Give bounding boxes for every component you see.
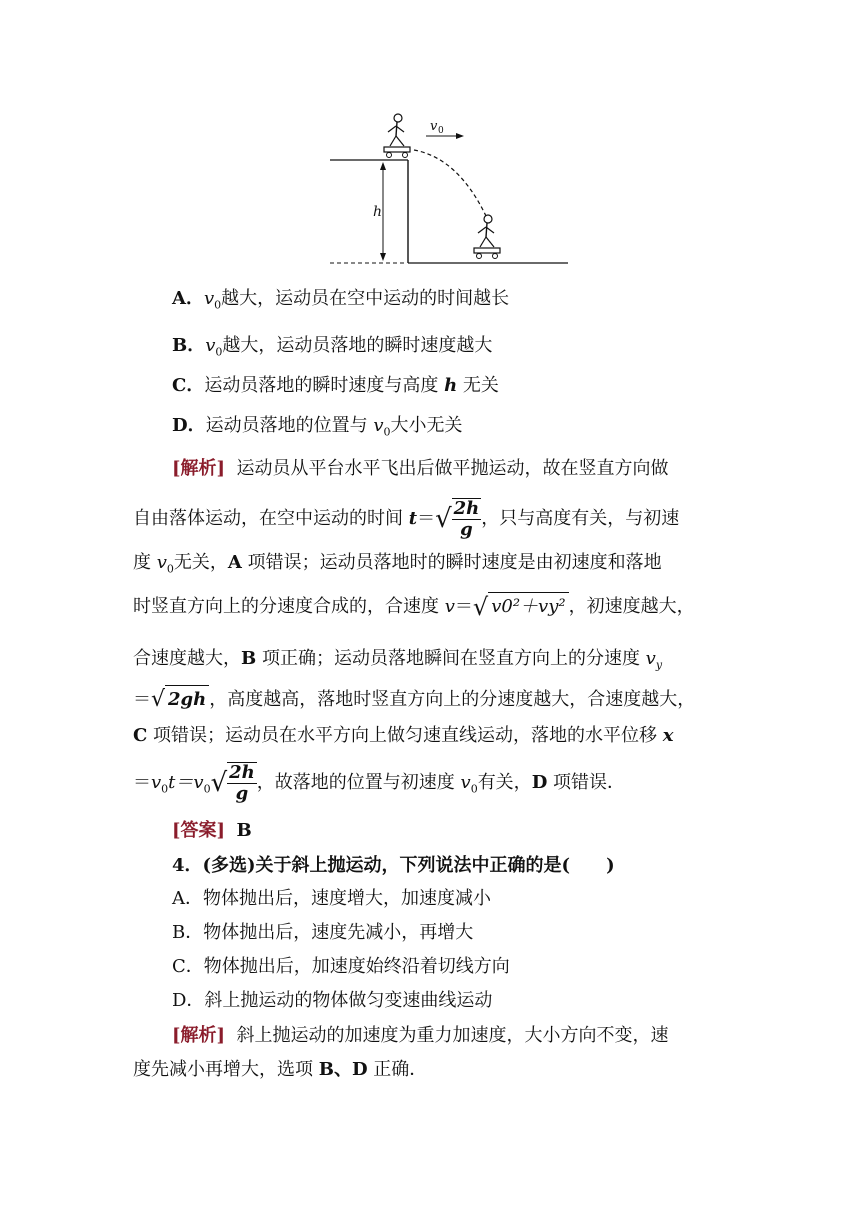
q4-option-b: B．物体抛出后，速度先减小，再增大	[172, 922, 474, 943]
v0-label: v	[430, 119, 438, 134]
h-label: h	[373, 204, 383, 220]
analysis3-line6: ＝√ 2gh ，高度越高，落地时竖直方向上的分速度越大，合速度越大，	[133, 687, 696, 712]
option-c: C．运动员落地的瞬时速度与高度 h 无关	[172, 375, 499, 396]
q4-option-a: A．物体抛出后，速度增大，加速度减小	[172, 888, 491, 909]
q4-analysis-line1: [解析] 斜上抛运动的加速度为重力加速度，大小方向不变，速	[172, 1025, 669, 1046]
analysis3-line3: 度 $v_0$无关，A 项错误；运动员落地时的瞬时速度是由初速度和落地	[133, 552, 662, 576]
answer3: [答案] B	[172, 820, 252, 841]
analysis3-line4: 时竖直方向上的分速度合成的，合速度 v＝√ v0²＋vy² ，初速度越大，	[133, 593, 695, 621]
skater-bottom-icon	[474, 215, 500, 259]
analysis3-line5: 合速度越大，B 项正确；运动员落地瞬间在竖直方向上的分速度 $v_y$	[133, 648, 663, 672]
option-a: A．$v_0$越大，运动员在空中运动的时间越长	[172, 288, 510, 312]
v0-sub-label: 0	[438, 126, 444, 136]
projectile-diagram	[318, 108, 578, 268]
answer-tag: [答案]	[172, 820, 226, 841]
option-d: D．运动员落地的位置与 $v_0$大小无关	[172, 415, 463, 439]
q4-analysis-line2: 度先减小再增大，选项 B、D 正确．	[133, 1059, 428, 1080]
analysis-tag: [解析]	[172, 1025, 226, 1046]
skater-top-icon	[384, 114, 410, 158]
analysis3-line8: $=v_0t=v_0√$ $\frac{2h}{g}$ ，故落地的位置与初速度 $v_0$有关，D 项错误．	[133, 762, 626, 804]
option-b: B．$v_0$越大，运动员落地的瞬时速度越大	[172, 335, 493, 359]
analysis3-line7: C 项错误；运动员在水平方向上做匀速直线运动，落地的水平位移 x	[133, 725, 674, 746]
q4-stem: 4．(多选)关于斜上抛运动，下列说法中正确的是( )	[172, 855, 615, 876]
q4-option-c: C．物体抛出后，加速度始终沿着切线方向	[172, 956, 510, 977]
q4-option-d: D．斜上抛运动的物体做匀变速曲线运动	[172, 990, 493, 1011]
analysis3-line2: 自由落体运动，在空中运动的时间 t＝√ $\frac{2h}{g}$ ，只与高度有关，与初速	[133, 498, 680, 540]
skateboarder-figure	[318, 108, 578, 268]
analysis-tag: [解析]	[172, 458, 226, 479]
analysis3-line1: [解析] 运动员从平台水平飞出后做平抛运动，故在竖直方向做	[172, 458, 669, 479]
